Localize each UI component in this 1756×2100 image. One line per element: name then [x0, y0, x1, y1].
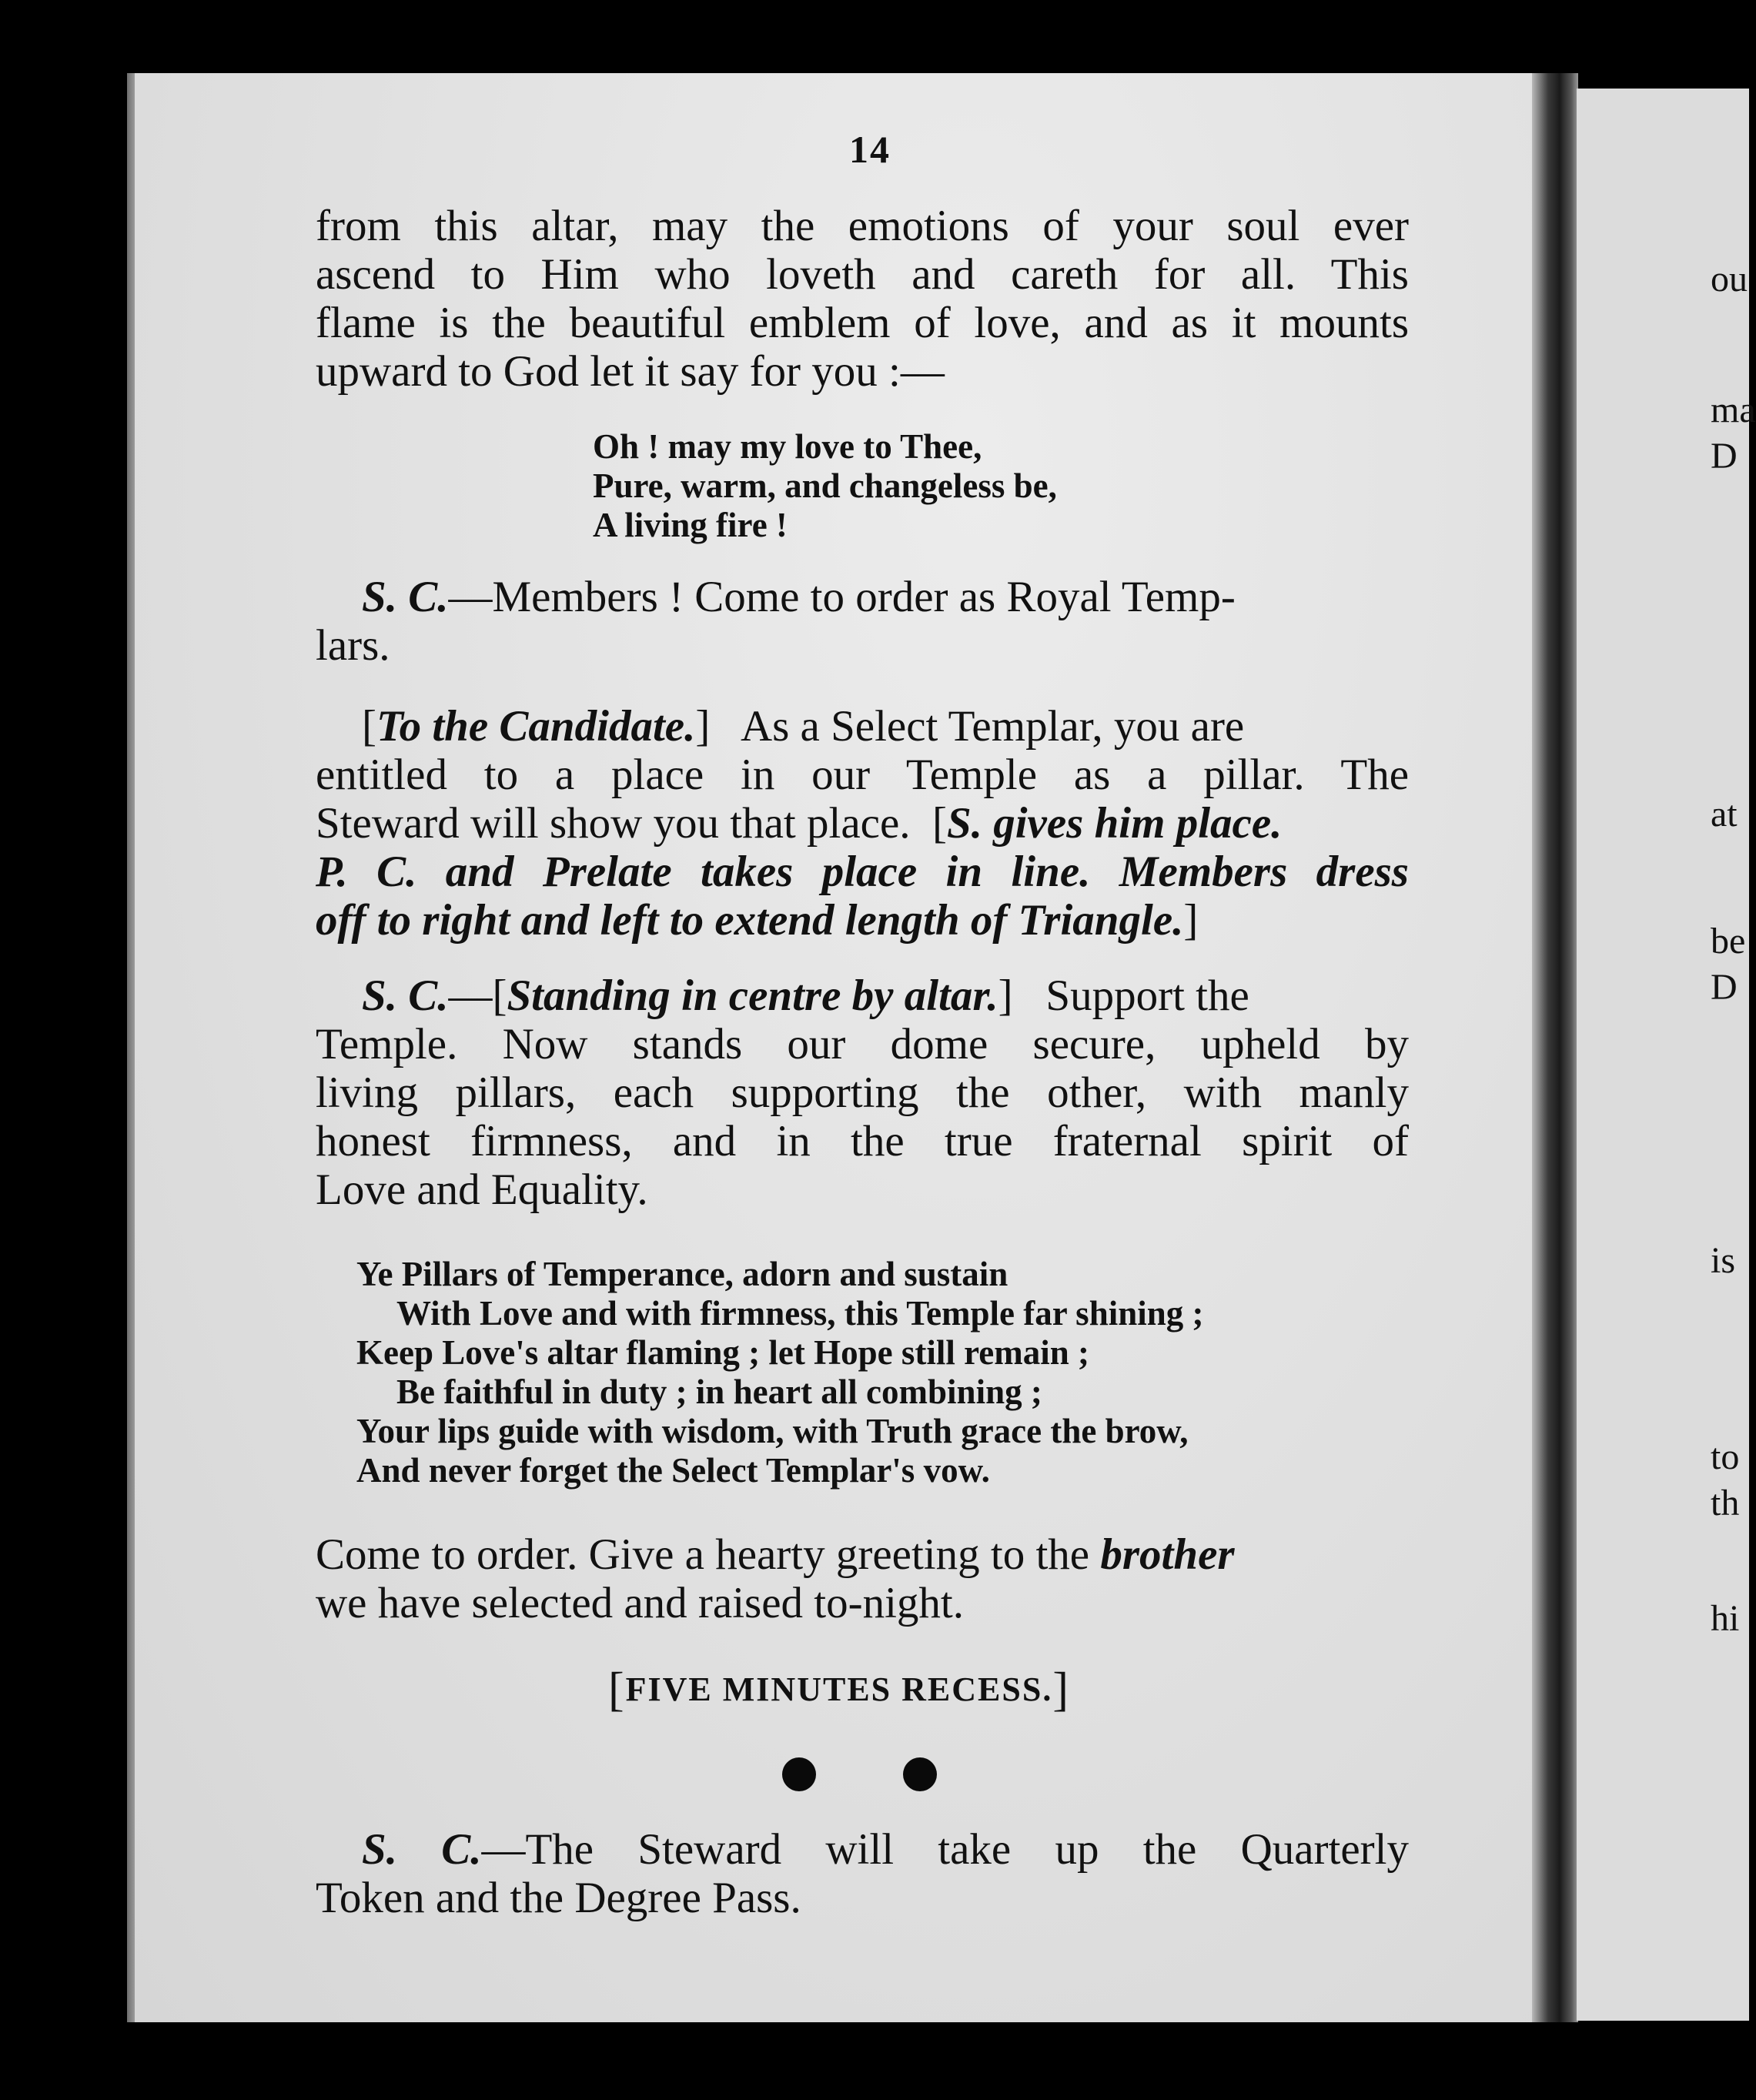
stage-direction: Standing in centre by altar. [507, 971, 998, 1020]
facing-page-fragment: be [1711, 921, 1746, 961]
ornament-dot [903, 1757, 937, 1791]
facing-page-fragment: ou [1711, 259, 1748, 299]
paragraph-6 [316, 1825, 1409, 1922]
text-line: Steward will show you that place. [S. gives him place. [316, 799, 1283, 848]
verse-line: Pure, warm, and changeless be, [593, 466, 1057, 505]
paragraph-2 [316, 573, 1409, 670]
text-line: [To the Candidate.] As a Select Templar, you are [362, 702, 1245, 751]
verse-1 [593, 427, 1057, 545]
facing-page-fragment: D [1711, 967, 1738, 1008]
hymn-line: Ye Pillars of Temperance, adorn and sustain [356, 1255, 1008, 1293]
dialogue-text: —Members ! Come to order as Royal Temp- [448, 573, 1236, 621]
facing-page-fragment: th [1711, 1483, 1740, 1523]
hymn-verse [356, 1255, 1204, 1490]
stage-direction: off to right and left to extend length of Triangle. [316, 896, 1184, 945]
dialogue-text: —The Steward will take up the Quarterly [481, 1825, 1409, 1874]
text-line: Temple. Now stands our dome secure, upheld by [316, 1020, 1409, 1068]
facing-page-fragment: to [1711, 1436, 1740, 1477]
stage-direction: To the Candidate. [376, 702, 696, 751]
text-line: we have selected and raised to-night. [316, 1579, 965, 1627]
text-line: honest firmness, and in the true fraternal spirit of [316, 1117, 1409, 1165]
text-line: entitled to a place in our Temple as a pillar. The [316, 751, 1409, 799]
hymn-line: Your lips guide with wisdom, with Truth grace the brow, [356, 1412, 1189, 1450]
emphasis-word: brother [1100, 1530, 1235, 1579]
speaker-label: S. C. [362, 971, 449, 1020]
text-line [316, 1530, 1409, 1579]
facing-page-fragment: hi [1711, 1598, 1740, 1639]
stage-direction: S. gives him place. [947, 799, 1283, 848]
page-number: 14 [849, 128, 891, 171]
recess-direction: [FIVE MINUTES RECESS.] [608, 1664, 1070, 1716]
paragraph-5 [316, 1530, 1409, 1627]
text-line: living pillars, each supporting the other, with manly [316, 1068, 1409, 1117]
text-line [316, 573, 1409, 621]
facing-page-fragment: at [1711, 794, 1738, 834]
hymn-line: Be faithful in duty ; in heart all combining ; [396, 1373, 1042, 1411]
hymn-line: Keep Love's altar flaming ; let Hope still remain ; [356, 1333, 1089, 1372]
book-gutter [1532, 73, 1578, 2022]
dialogue-text: Support the [1045, 971, 1249, 1020]
text-line: S. C.—[Standing in centre by altar.] Support the [362, 971, 1249, 1020]
dialogue-text: As a Select Templar, you are [740, 702, 1245, 751]
facing-page-fragment: D [1711, 436, 1738, 477]
text-line: from this altar, may the emotions of your soul ever [316, 202, 1409, 250]
verse-line: Oh ! may my love to Thee, [593, 427, 982, 466]
text-line: upward to God let it say for you :— [316, 347, 945, 396]
verse-line: A living fire ! [593, 506, 788, 544]
text-line: flame is the beautiful emblem of love, and as it mounts [316, 299, 1409, 347]
recess-label: FIVE MINUTES RECESS. [625, 1670, 1053, 1708]
hymn-line: And never forget the Select Templar's vow. [356, 1451, 990, 1490]
dialogue-text: Steward will show you that place. [316, 799, 911, 848]
paragraph-4 [316, 971, 1409, 1214]
paragraph-1 [316, 202, 1409, 396]
facing-page [1577, 89, 1749, 2021]
text-line: Love and Equality. [316, 1165, 648, 1214]
stage-direction: P. C. and Prelate takes place in line. Members dress [316, 848, 1409, 896]
text-line [316, 1825, 1409, 1874]
text-line: Token and the Degree Pass. [316, 1874, 801, 1922]
facing-page-fragment: ma [1711, 390, 1756, 430]
text-line: ascend to Him who loveth and careth for all. This [316, 250, 1409, 299]
speaker-label: S. C. [362, 1825, 482, 1874]
text-line: off to right and left to extend length of Triangle.] [316, 896, 1199, 945]
speaker-label: S. C. [362, 573, 449, 621]
facing-page-fragment: is [1711, 1240, 1736, 1281]
hymn-line: With Love and with firmness, this Temple far shining ; [396, 1294, 1204, 1333]
paragraph-3 [316, 702, 1409, 945]
text-line: lars. [316, 621, 390, 670]
ornament-dot [782, 1757, 816, 1791]
dialogue-text: Come to order. Give a hearty greeting to the [316, 1530, 1090, 1579]
